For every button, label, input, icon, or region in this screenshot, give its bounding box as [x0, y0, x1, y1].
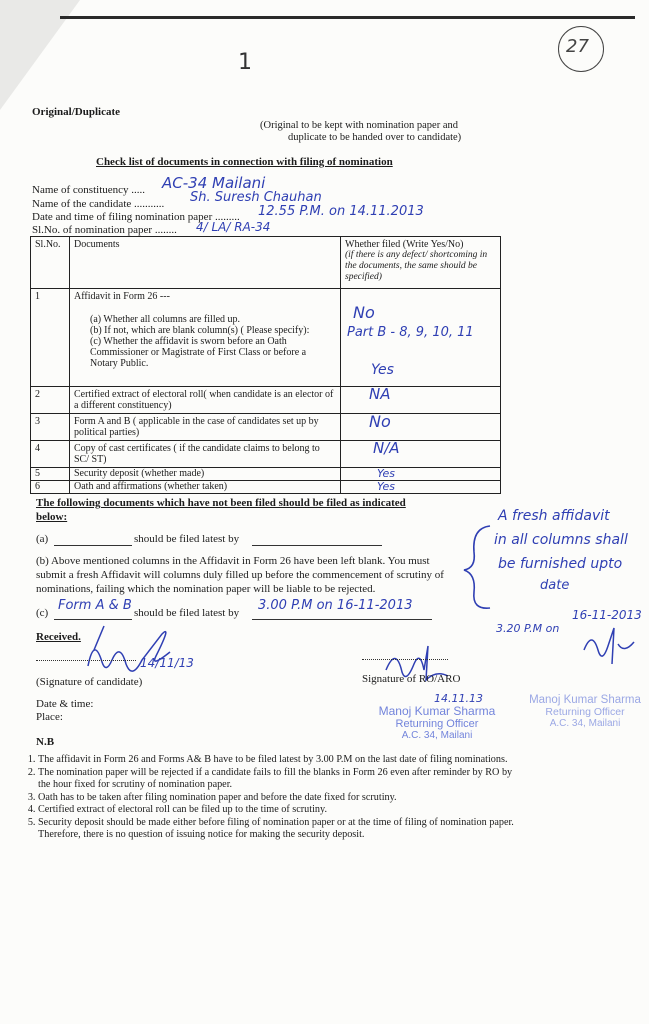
row1-docs	[70, 289, 341, 387]
side-note-line: in all columns shall	[494, 532, 628, 548]
row4-ans: N/A	[373, 439, 400, 457]
table-row	[31, 481, 501, 494]
ro-stamp-2	[522, 694, 648, 729]
row1-answers	[341, 289, 501, 387]
row3-no: 3	[31, 414, 70, 441]
item-a-text: should be filed latest by	[134, 533, 240, 545]
candidate-sign-dots	[36, 660, 136, 661]
table-header-row	[31, 237, 501, 289]
side-note-line: be furnished upto	[498, 556, 623, 572]
row4-text: Copy of cast certificates ( if the candidate claims to belong to SC/ ST)	[70, 441, 341, 468]
row5-ans-cell	[341, 468, 501, 481]
stamp-role: Returning Officer	[545, 706, 625, 718]
table-row	[31, 414, 501, 441]
side-note-line: A fresh affidavit	[498, 508, 610, 524]
row1-title: Affidavit in Form 26 ---	[74, 291, 170, 302]
row1-no: 1	[31, 289, 70, 387]
stamp-role: Returning Officer	[395, 718, 479, 730]
place-label: Place:	[36, 711, 63, 723]
item-c-date: 3.00 P.M on 16-11-2013	[258, 598, 413, 613]
row1-a: (a) Whether all columns are filled up.	[90, 314, 241, 325]
constituency-label: Name of constituency .....	[32, 184, 146, 196]
side-note-line: 16-11-2013	[572, 608, 642, 622]
stamp-ac: A.C. 34, Mailani	[401, 730, 473, 741]
row2-ans: NA	[369, 385, 391, 403]
item-b-line3: nominations, failing which the nomination paper will be liable to be rejected.	[36, 583, 376, 595]
header-slno: Sl.No.	[31, 237, 70, 289]
candidate-signature-icon	[80, 620, 190, 682]
row1-ans-c: Yes	[371, 362, 394, 378]
item-a-date-blank	[252, 545, 382, 546]
row3-ans: No	[369, 412, 391, 431]
item-c-text: should be filed latest by	[134, 607, 240, 619]
table-row	[31, 468, 501, 481]
list-item: 2. The nomination paper will be rejected if a candidate fails to fill the blanks in Form 26 even after reminder by RO by the hour fixed for scrutiny of nomination paper.	[38, 767, 518, 792]
list-item: 3. Oath has to be taken after filing nomination paper and before the date fixed for scrutiny.	[38, 792, 518, 805]
candidate-label: Name of the candidate ...........	[32, 198, 165, 210]
ro-stamp-1	[362, 704, 512, 741]
stamp-name: Manoj Kumar Sharma	[378, 704, 496, 718]
row1-c: (c) Whether the affidavit is sworn before an Oath Commissioner or Magistrate of First Class or before a Notary Public.	[90, 336, 307, 369]
list-item: 5. Security deposit should be made either before filing of nomination paper or at the time of filing of nomination paper. Therefore, there is no question of issuing notice for making the security deposit.	[38, 817, 518, 842]
candidate-sign-date: 14/11/13	[140, 656, 194, 670]
item-b-line1: (b) Above mentioned columns in the Affidavit in Form 26 have been left blank. You must	[36, 555, 430, 567]
datetime-label: Date and time of filing nomination paper .........	[32, 211, 240, 223]
item-a-blank	[54, 545, 132, 546]
row3-ans-cell	[341, 414, 501, 441]
table-row	[31, 387, 501, 414]
datetime-value: 12.55 P.M. on 14.11.2013	[258, 204, 424, 219]
table-row	[31, 441, 501, 468]
row5-text: Security deposit (whether made)	[70, 468, 341, 481]
row3-text: Form A and B ( applicable in the case of candidates set up by political parties)	[70, 414, 341, 441]
row4-ans-cell	[341, 441, 501, 468]
item-b-line2: submit a fresh Affidavit will columns duly filled up before the commencement of scrutiny of	[36, 569, 444, 581]
item-c-prefix: (c)	[36, 607, 49, 619]
row1-ans-a: No	[353, 303, 375, 322]
header-filed-note: (if there is any defect/ shortcoming in the documents, the same should be specified)	[345, 250, 488, 282]
page-count-number: 27	[566, 36, 589, 57]
item-a-prefix: (a)	[36, 533, 49, 545]
row5-no: 5	[31, 468, 70, 481]
nb-list	[22, 754, 518, 842]
slno-value: 4/ LA/ RA-34	[196, 220, 271, 234]
original-duplicate-label: Original/Duplicate	[32, 106, 120, 118]
page-number: 1	[238, 50, 252, 75]
row2-text: Certified extract of electoral roll( when candidate is an elector of a different constituency)	[70, 387, 341, 414]
row2-no: 2	[31, 387, 70, 414]
header-note-1: (Original to be kept with nomination paper and	[260, 120, 458, 131]
row6-text: Oath and affirmations (whether taken)	[70, 481, 341, 494]
page-title: Check list of documents in connection with filing of nomination	[96, 156, 393, 168]
slno-label: Sl.No. of nomination paper ........	[32, 224, 177, 236]
row1-b: (b) If not, which are blank column(s) ( Please specify):	[90, 325, 310, 336]
header-filed-cell	[341, 237, 501, 289]
ro-sign-dots	[362, 659, 448, 660]
row4-no: 4	[31, 441, 70, 468]
side-note-signature-icon	[578, 620, 638, 678]
table-row	[31, 289, 501, 387]
row2-ans-cell	[341, 387, 501, 414]
top-rule	[60, 16, 635, 19]
date-time-label: Date & time:	[36, 698, 94, 710]
list-item: 4. Certified extract of electoral roll can be filed up to the time of scrutiny.	[38, 804, 518, 817]
item-c-hand: Form A & B	[58, 598, 132, 613]
ro-signature-label: Signature of RO/ARO	[362, 673, 461, 685]
header-filed: Whether filed (Write Yes/No)	[345, 239, 464, 250]
row6-ans-cell	[341, 481, 501, 494]
received-label: Received.	[36, 631, 81, 643]
row1-ans-b: Part B - 8, 9, 10, 11	[347, 325, 474, 340]
item-c-date-blank	[252, 619, 432, 620]
candidate-signature-label: (Signature of candidate)	[36, 676, 143, 688]
row6-no: 6	[31, 481, 70, 494]
checklist-table	[30, 236, 501, 494]
stamp-name: Manoj Kumar Sharma	[529, 694, 641, 706]
row5-ans: Yes	[377, 467, 396, 480]
row6-ans: Yes	[377, 480, 396, 493]
side-note-line: date	[540, 578, 570, 593]
side-note-bracket-icon	[460, 522, 494, 612]
candidate-value: Sh. Suresh Chauhan	[190, 190, 322, 205]
side-note-line: 3.20 P.M on	[496, 622, 560, 635]
ro-sign-date: 14.11.13	[434, 692, 483, 705]
header-documents: Documents	[70, 237, 341, 289]
following-heading: The following documents which have not been filed should be filed as indicated	[36, 497, 406, 509]
nb-label: N.B	[36, 736, 55, 748]
header-note-2: duplicate to be handed over to candidate)	[288, 132, 462, 143]
list-item: 1. The affidavit in Form 26 and Forms A& B have to be filed latest by 3.00 P.M on the last date of filing nominations.	[38, 754, 518, 767]
stamp-ac: A.C. 34, Mailani	[549, 718, 621, 729]
constituency-value: AC-34 Mailani	[162, 174, 266, 192]
following-heading-2: below:	[36, 511, 68, 523]
